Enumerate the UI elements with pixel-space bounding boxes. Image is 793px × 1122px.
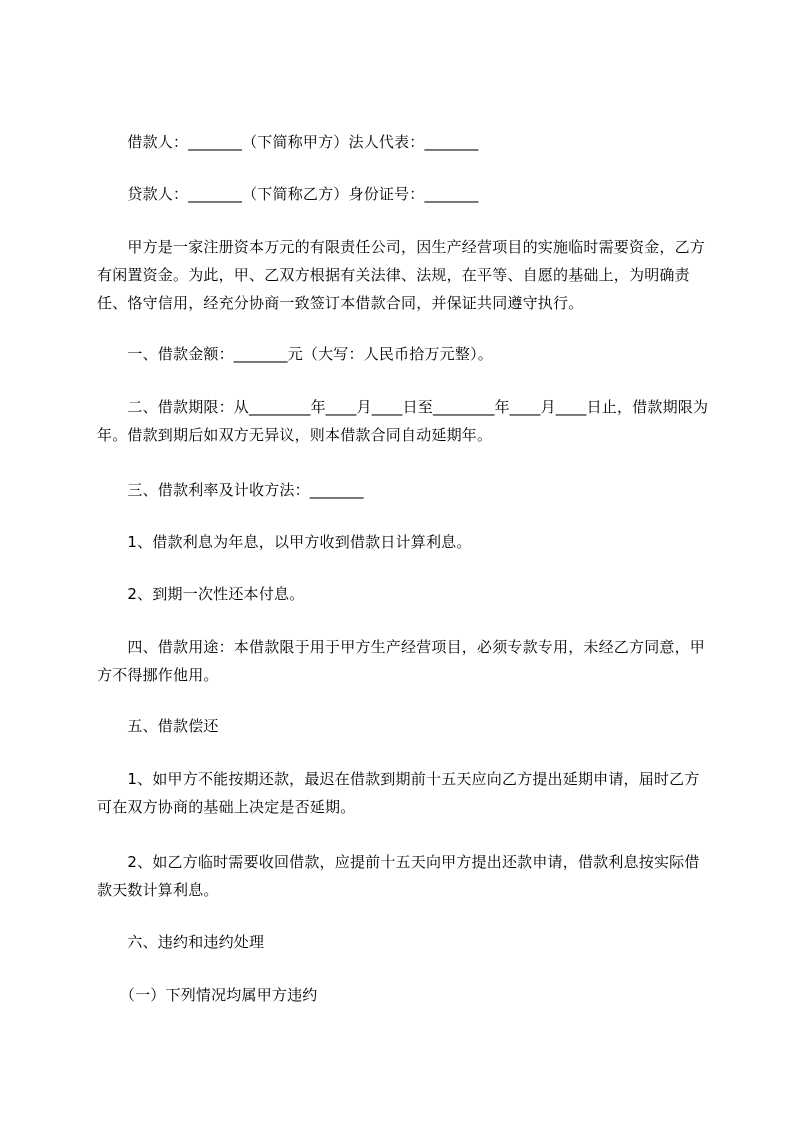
clause-4-purpose: 四、借款用途：本借款限于用于甲方生产经营项目，必须专款专用，未经乙方同意，甲方不得挪作他用。 — [97, 638, 706, 684]
clause-2-term: 二、借款期限：从________年____月____日至________年____月____日止，借款期限为年。借款到期后如双方无异议，则本借款合同自动延期年。 — [97, 398, 709, 444]
clause-5-item-1: 1、如甲方不能按期还款，最迟在借款到期前十五天应向乙方提出延期申请，届时乙方可在双方协商的基础上决定是否延期。 — [97, 770, 700, 816]
clause-3-interest: 三、借款利率及计收方法：_______ — [97, 481, 364, 499]
clause-6-sub-heading: （一）下列情况均属甲方违约 — [97, 986, 318, 1004]
borrower-line: 借款人：_______（下简称甲方）法人代表：_______ — [97, 133, 479, 151]
clause-6-heading: 六、违约和违约处理 — [97, 933, 265, 951]
clause-1-amount: 一、借款金额：_______元（大写：人民币拾万元整）。 — [97, 345, 494, 363]
lender-line: 贷款人：_______（下简称乙方）身份证号：_______ — [97, 185, 479, 203]
clause-3-item-2: 2、到期一次性还本付息。 — [97, 585, 305, 603]
clause-5-item-2: 2、如乙方临时需要收回借款，应提前十五天向甲方提出还款申请，借款利息按实际借款天数计算利息。 — [97, 853, 700, 899]
clause-3-item-1: 1、借款利息为年息，以甲方收到借款日计算利息。 — [97, 533, 472, 551]
preamble-paragraph: 甲方是一家注册资本万元的有限责任公司，因生产经营项目的实施临时需要资金，乙方有闲置资金。为此，甲、乙双方根据有关法律、法规，在平等、自愿的基础上，为明确责任、恪守信用，经充分协商一致签订本借款合同，并保证共同遵守执行。 — [97, 238, 706, 312]
clause-5-heading: 五、借款偿还 — [97, 717, 219, 735]
